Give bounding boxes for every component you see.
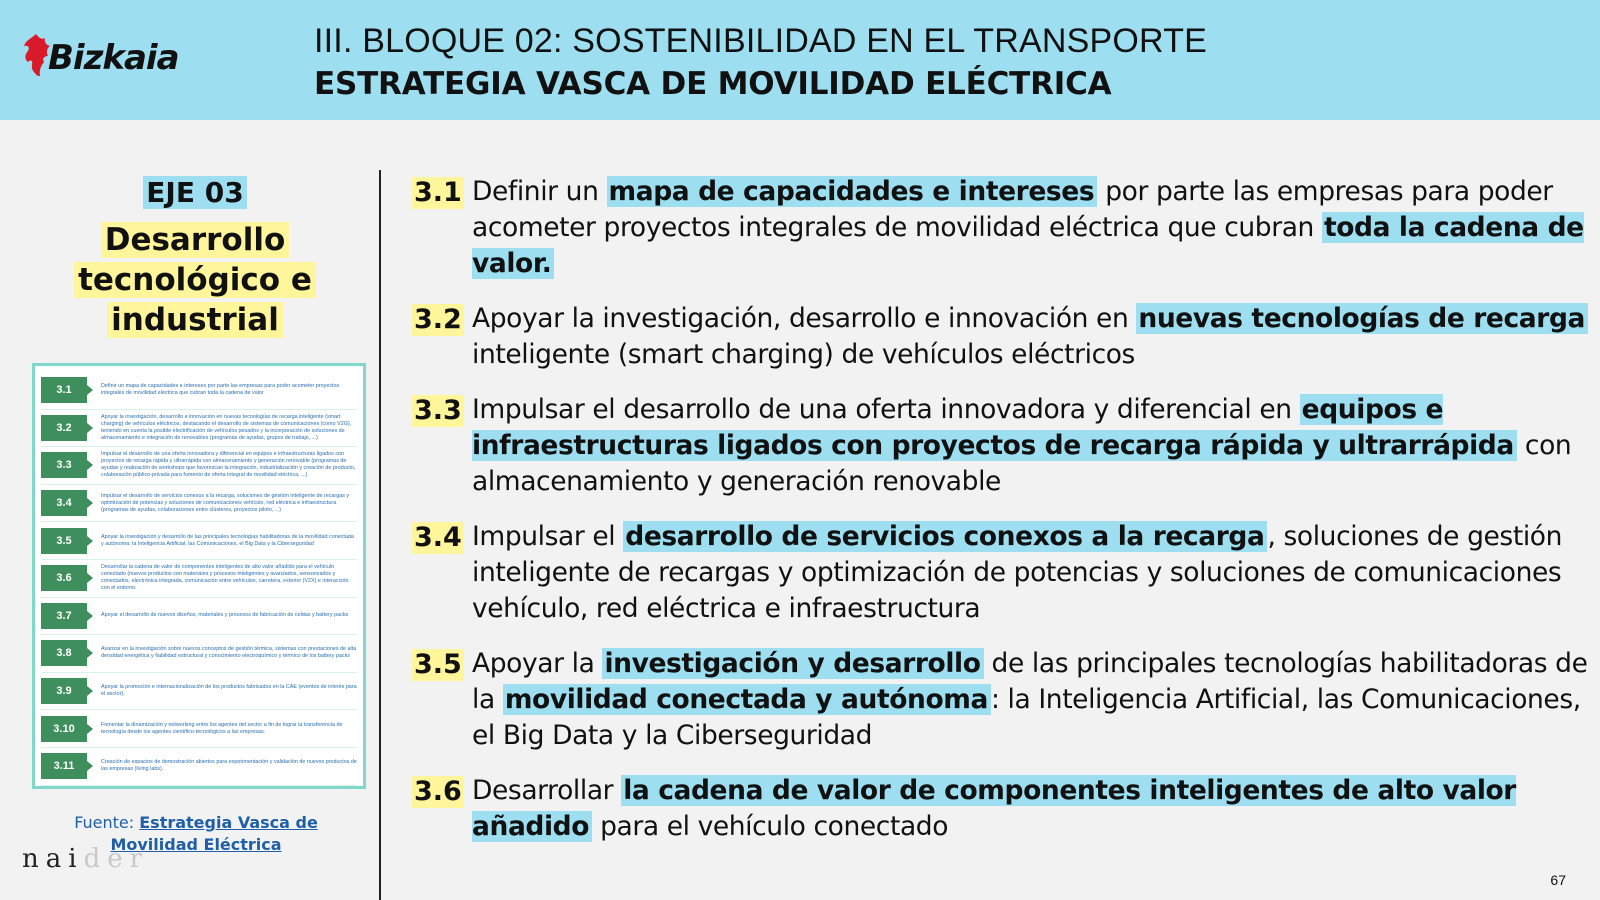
thumbnail-row-number: 3.9 [41,678,87,704]
thumbnail-row-text: Apoyar el desarrollo de nuevos diseños, materiales y procesos de fabricación de celdas y battery packs [101,612,349,619]
measures-list [412,174,1592,864]
thumbnail-row-number: 3.5 [41,528,87,554]
thumbnail-row [41,560,357,598]
naider-logo-dark: nai [22,844,84,874]
thumbnail-row [41,635,357,673]
measure-item [412,392,1592,500]
thumbnail-row [41,598,357,636]
thumbnail-row [41,522,357,560]
thumbnail-row [41,710,357,748]
measure-number: 3.3 [414,395,462,426]
source-link[interactable]: Estrategia Vasca de Movilidad Eléctrica [110,813,318,854]
logo-text: Bizkaia [48,38,179,78]
measure-text [472,392,1592,500]
naider-logo-light: der [83,844,150,874]
thumbnail-row-text: Creación de espacios de demostración abiertos para experimentación y validación de nuevos productos de las empresas (living labs). [101,759,357,773]
eje-title-line: tecnológico e [74,262,316,298]
measure-text-part: , soluciones de gestión inteligente de recargas y optimización de potencias y soluciones de comunicaciones vehículo, red eléctrica e infraestructura [472,521,1562,624]
thumbnail-row-number: 3.8 [41,640,87,666]
measure-text [472,174,1592,282]
measure-item [412,301,1592,373]
measure-highlight: investigación y desarrollo [602,648,983,679]
measure-text [472,519,1592,627]
measure-highlight: nuevas tecnologías de recarga [1136,303,1588,334]
eje-title [0,220,390,340]
thumbnail-row-text: Avanzar en la investigación sobre nuevos conceptos de gestión térmica, sistemas con prestaciones de alta densidad energética y fiabilidad estructural y conocimiento electroquímico y térmico de los battery packs [101,646,357,660]
page-title-line1: III. BLOQUE 02: SOSTENIBILIDAD EN EL TRANSPORTE [314,22,1208,60]
thumbnail-row [41,447,357,485]
naider-logo [22,844,149,874]
thumbnail-row-number: 3.2 [41,415,87,441]
eje-title-line: Desarrollo [101,222,290,258]
measure-text-part: por parte las empresas para poder acometer proyectos integrales de movilidad eléctrica que cubran [472,176,1553,243]
page-number: 67 [1550,872,1566,888]
measure-text-part: inteligente (smart charging) de vehículos eléctricos [472,339,1135,370]
thumbnail-row-text: Apoyar la investigación y desarrollo de las principales tecnologías habilitadoras de la movilidad conectada y autónoma: la Inteligencia Artificial, las Comunicaciones, el Big Data y la Ciberseguridad [101,533,354,547]
thumbnail-row-text: Fomentar la dinamización y networking entre los agentes del sector a fin de lograr la transferencia de tecnología desde los agentes científico-tecnológicos a las empresas. [101,721,343,735]
measure-text-part: Definir un [472,176,607,207]
measure-number: 3.6 [414,776,462,807]
thumbnail-row-number: 3.3 [41,452,87,478]
eje-label [0,176,390,209]
thumbnail-row-text: Impulsar el desarrollo de servicios conexos a la recarga, soluciones de gestión inteligente de recargas y optimización de potencias y soluciones de comunicaciones vehículo, red eléctrica e infraestructura (programas de ayudas, colaboraciones entre clústeres, proyectos piloto, ...) [101,492,350,513]
measure-item [412,174,1592,282]
measure-text-part: Apoyar la [472,648,603,679]
eje-title-line: industrial [107,302,283,338]
thumbnail-row-number: 3.10 [41,716,87,742]
column-divider [379,170,381,900]
measure-text-part: Desarrollar [472,775,622,806]
measure-text-part: Apoyar la investigación, desarrollo e innovación en [472,303,1137,334]
measure-text-part: Impulsar el [472,521,624,552]
measure-text-part: para el vehículo conectado [592,811,949,842]
thumbnail-row [41,410,357,448]
measure-text [472,646,1592,754]
measure-number: 3.5 [414,649,462,680]
measure-highlight: movilidad conectada y autónoma [503,684,991,715]
thumbnail-row-number: 3.1 [41,377,87,403]
measure-number: 3.2 [414,304,462,335]
measure-text [472,773,1592,845]
thumbnail-row-text: Apoyar la investigación, desarrollo e innovación en nuevas tecnologías de recarga inteligente (smart charging) de vehículos eléctricos, destacando el desarrollo de sistemas de comunicaciones (como V2G), teniendo en cuenta la posible electrificación de vehículos pesados y la incorporación de soluciones de almacenamiento e integración de renovables (programas de ayudas, grupos de trabajo, ...) [101,413,352,441]
measure-highlight: mapa de capacidades e intereses [607,176,1098,207]
thumbnail-row-text: Apoyar la promoción e internacionalización de los productos fabricados en la CAE (eventos de interés para el sector). [101,684,357,698]
thumbnail-row-number: 3.11 [41,753,87,779]
thumbnail-row [41,673,357,711]
thumbnail-row-number: 3.7 [41,603,87,629]
left-column [0,120,380,900]
strategy-thumbnail [32,363,366,789]
thumbnail-row-text: Definir un mapa de capacidades e intereses por parte las empresas para poder acometer proyectos integrales de movilidad eléctrica que cubran toda la cadena de valor [101,383,340,397]
bizkaia-logo [22,30,179,80]
measure-highlight: la cadena de valor de componentes inteligentes de alto valor añadido [472,775,1516,842]
measure-text-part: Impulsar el desarrollo de una oferta innovadora y diferencial en [472,394,1300,425]
measure-highlight: equipos e infraestructuras ligados con proyectos de recarga rápida y ultrarrápida [472,394,1517,461]
measure-number: 3.1 [414,177,462,208]
thumbnail-row-number: 3.6 [41,565,87,591]
measure-text-part: de las principales tecnologías habilitadoras de la [472,648,1588,715]
thumbnail-row [41,372,357,410]
thumbnail-row-text: Desarrollar la cadena de valor de componentes inteligentes de alto valor añadido para el vehículo conectado (nuevos productos con materiales y procesos inteligentes y avanzados, sensorizados y conectados, electrónica integrada, comunicación entre vehículos, carretera, exterior (V2X) e interacción con el entorno. [101,564,349,592]
source-prefix: Fuente: [74,813,140,832]
measure-item [412,519,1592,627]
header-banner [0,0,1600,120]
thumbnail-row [41,748,357,786]
measure-text-part: : la Inteligencia Artificial, las Comunicaciones, el Big Data y la Ciberseguridad [472,684,1581,751]
thumbnail-row [41,485,357,523]
measure-highlight: toda la cadena de valor. [472,212,1584,279]
measure-item [412,646,1592,754]
measure-item [412,773,1592,845]
page-title-line2: ESTRATEGIA VASCA DE MOVILIDAD ELÉCTRICA [314,66,1112,102]
measure-text-part: con almacenamiento y generación renovable [472,430,1572,497]
eje-label-text: EJE 03 [143,176,246,209]
measure-number: 3.4 [414,522,462,553]
measure-highlight: desarrollo de servicios conexos a la recarga [623,521,1267,552]
thumbnail-row-number: 3.4 [41,490,87,516]
measure-text [472,301,1592,373]
thumbnail-row-text: Impulsar el desarrollo de una oferta innovadora y diferencial en equipos e infraestructuras ligados con proyectos de recarga rápida y ultrarrápida con almacenamiento y generación renovable (programas de ayudas y realización de workshops que favorezcan la integración, industrialización y creación de producto, colaboración público-privada para fomento de oferta integral de movilidad eléctrica, ...) [101,451,356,479]
